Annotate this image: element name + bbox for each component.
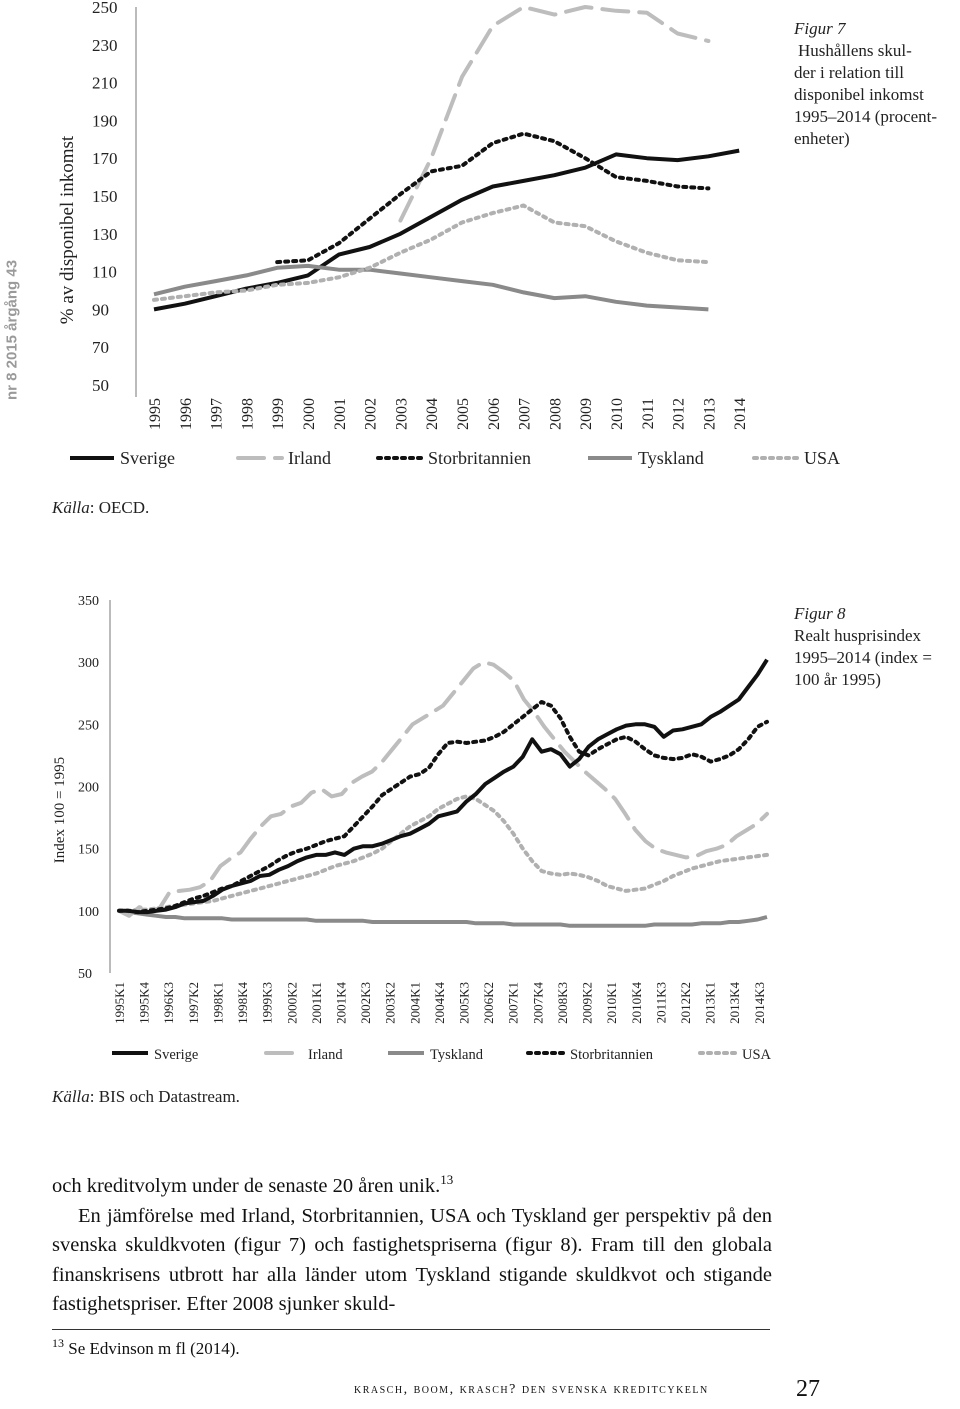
figure8-x-tick-label: 2004K1	[407, 982, 423, 1024]
figure7-y-tick-label: 90	[92, 300, 109, 320]
figure7-y-tick-label: 130	[92, 224, 118, 244]
figure7-x-tick-label: 1995	[147, 398, 164, 430]
figure7-y-tick-label: 210	[92, 73, 118, 93]
figure8-x-tick-label: 1998K1	[210, 982, 226, 1024]
figure7-x-tick-label: 2000	[301, 398, 318, 430]
figure8-legend-label-sverige: Sverige	[154, 1047, 199, 1063]
figure7-x-tick-label: 2001	[331, 398, 349, 430]
figure7-source-prefix: Källa	[52, 498, 90, 517]
figure7-x-tick-label: 1996	[177, 398, 195, 430]
figure7-x-tick-label: 1998	[239, 398, 257, 430]
figure8-x-tick-label: 2004K4	[431, 982, 447, 1024]
body-line-1	[52, 1172, 772, 1202]
figure7-source-text: : OECD.	[89, 498, 150, 517]
figure7-y-tick-label: 190	[92, 111, 118, 131]
figure8-x-tick-label: 2014K3	[751, 982, 767, 1024]
body-paragraph: En jämförelse med Irland, Storbritannien, USA och Tyskland ger perspektiv på den svenska skuldkvoten (figur 7) och fastighetspriserna (figur 8). Fram till den globala finanskrisens utbrott har alla länder utom Tyskland stigande skuldkvot och stigande fastighetspriser. Efter 2008 sjunker skuld-	[52, 1204, 772, 1315]
figure7-legend-label-usa: USA	[804, 448, 841, 468]
figure7-x-tick-label: 2002	[362, 398, 380, 430]
figure7-x-tick-label: 2003	[393, 398, 411, 430]
figure8-y-tick-label: 350	[78, 594, 99, 609]
figure8-x-tick-label: 2005K3	[456, 982, 472, 1024]
figure8-caption-line: 100 år 1995)	[794, 670, 881, 689]
figure8-x-tick-label: 1999K3	[259, 982, 275, 1024]
figure7-y-axis-title: % av disponibel inkomst	[57, 135, 78, 325]
figure7-x-tick-label: 2004	[424, 398, 442, 430]
figure7-caption-line: der i relation till	[794, 63, 904, 82]
figure8-x-tick-label: 2013K1	[702, 982, 718, 1024]
figure8-y-axis-title: Index 100 = 1995	[52, 756, 68, 864]
figure8-x-tick-label: 1996K3	[161, 982, 177, 1024]
figure8-caption	[794, 603, 932, 691]
figure8-x-tick-label: 2012K2	[677, 982, 693, 1024]
figure8-x-tick-label: 1998K4	[235, 982, 251, 1024]
figure7-caption-line: Hushållens skul-	[798, 41, 912, 60]
figure8-x-tick-label: 1995K1	[112, 982, 127, 1024]
figure7-caption-line: disponibel inkomst	[794, 85, 924, 104]
figure8-x-tick-label: 2006K2	[481, 982, 497, 1024]
figure7-x-tick-label: 2012	[670, 398, 688, 430]
body-text	[52, 1172, 772, 1320]
figure8-y-tick-label: 100	[78, 904, 99, 920]
figure7-y-tick-label: 50	[92, 376, 109, 395]
figure7-x-tick-label: 2007	[516, 398, 534, 430]
figure7-caption-line: enheter)	[794, 129, 850, 148]
footnote-divider	[52, 1329, 770, 1330]
footnote-reference: 13	[440, 1172, 454, 1187]
figure8-x-tick-label: 2000K2	[284, 982, 300, 1024]
figure8-caption-line: Realt husprisindex	[794, 626, 922, 645]
series-line-tyskland	[119, 911, 767, 926]
figure7-label: Figur 7	[794, 19, 846, 38]
figure7-x-tick-label: 2008	[547, 398, 565, 430]
footnote-text: Se Edvinson m fl (2014).	[68, 1339, 240, 1358]
figure8-legend-label-storbritannien: Storbritannien	[570, 1047, 653, 1063]
figure7-legend-label-tyskland: Tyskland	[638, 448, 704, 468]
figure8-legend-label-usa: USA	[742, 1047, 772, 1063]
figure8-source	[52, 1087, 240, 1107]
figure8-legend-label-irland: Irland	[308, 1047, 343, 1063]
figure8-x-tick-label: 1997K2	[185, 982, 201, 1024]
figure8-y-tick-label: 250	[78, 718, 99, 734]
figure8-x-tick-label: 2013K4	[727, 982, 743, 1024]
figure7-y-tick-label: 230	[92, 35, 118, 55]
journal-header-text: nr 8 2015 årgång 43	[3, 259, 21, 401]
figure8-y-tick-label: 200	[78, 780, 99, 796]
figure7-x-tick-label: 2013	[701, 398, 719, 430]
figure8-x-tick-label: 2007K1	[505, 982, 521, 1024]
figure8-x-tick-label: 2002K3	[358, 982, 374, 1024]
figure7-y-tick-label: 110	[92, 262, 117, 282]
figure7-y-tick-label: 250	[92, 0, 118, 17]
figure8-x-tick-label: 1995K4	[136, 982, 152, 1024]
figure8-label: Figur 8	[794, 604, 846, 623]
figure7-legend-label-irland: Irland	[288, 448, 331, 468]
figure7-x-tick-label: 2009	[578, 398, 596, 430]
figure8-y-tick-label: 150	[78, 842, 99, 858]
footnote-number: 13	[52, 1336, 64, 1350]
figure8-x-tick-label: 2001K4	[333, 982, 349, 1024]
figure8-x-tick-label: 2011K3	[653, 982, 669, 1024]
figure7-legend-label-storbritannien: Storbritannien	[428, 448, 531, 468]
body-line-1-text: och kreditvolym under de senaste 20 åren unik.	[52, 1175, 441, 1197]
figure8-x-tick-label: 2003K2	[382, 982, 398, 1024]
figure8-legend-label-tyskland: Tyskland	[430, 1047, 483, 1063]
running-footer: krasch, boom, krasch? den svenska kreditcykeln	[354, 1382, 709, 1397]
figure7-x-tick-label: 1999	[270, 398, 288, 430]
figure8-x-tick-label: 2008K3	[554, 982, 570, 1024]
figure8-y-tick-label: 300	[78, 656, 99, 672]
figure8-x-tick-label: 2009K2	[579, 982, 595, 1024]
figure8-x-tick-label: 2010K4	[628, 982, 644, 1024]
figure8-x-tick-label: 2010K1	[604, 982, 620, 1024]
figure8-x-tick-label: 2007K4	[530, 982, 546, 1024]
figure7-x-tick-label: 2011	[639, 398, 657, 430]
figure7-x-tick-label: 2010	[609, 398, 626, 430]
figure7-legend-label-sverige: Sverige	[120, 448, 175, 468]
figure8-source-text: : BIS och Datastream.	[89, 1087, 240, 1106]
footnote	[52, 1336, 240, 1359]
figure7-x-tick-label: 2005	[455, 398, 472, 430]
figure8-y-tick-label: 50	[78, 967, 92, 982]
figure8-source-prefix: Källa	[52, 1087, 90, 1106]
figure7-caption-line: 1995–2014 (procent-	[794, 107, 938, 126]
figure7-y-tick-label: 70	[92, 338, 109, 358]
figure7-y-tick-label: 150	[92, 187, 118, 206]
figure7-x-tick-label: 2014	[732, 398, 750, 430]
figure7-x-tick-label: 1997	[208, 398, 226, 430]
figure7-y-tick-label: 170	[92, 149, 118, 169]
figure8-caption-line: 1995–2014 (index =	[794, 648, 933, 667]
page-number: 27	[796, 1376, 820, 1402]
figure7-x-tick-label: 2006	[485, 398, 503, 430]
figure8-x-tick-label: 2001K1	[308, 982, 324, 1024]
